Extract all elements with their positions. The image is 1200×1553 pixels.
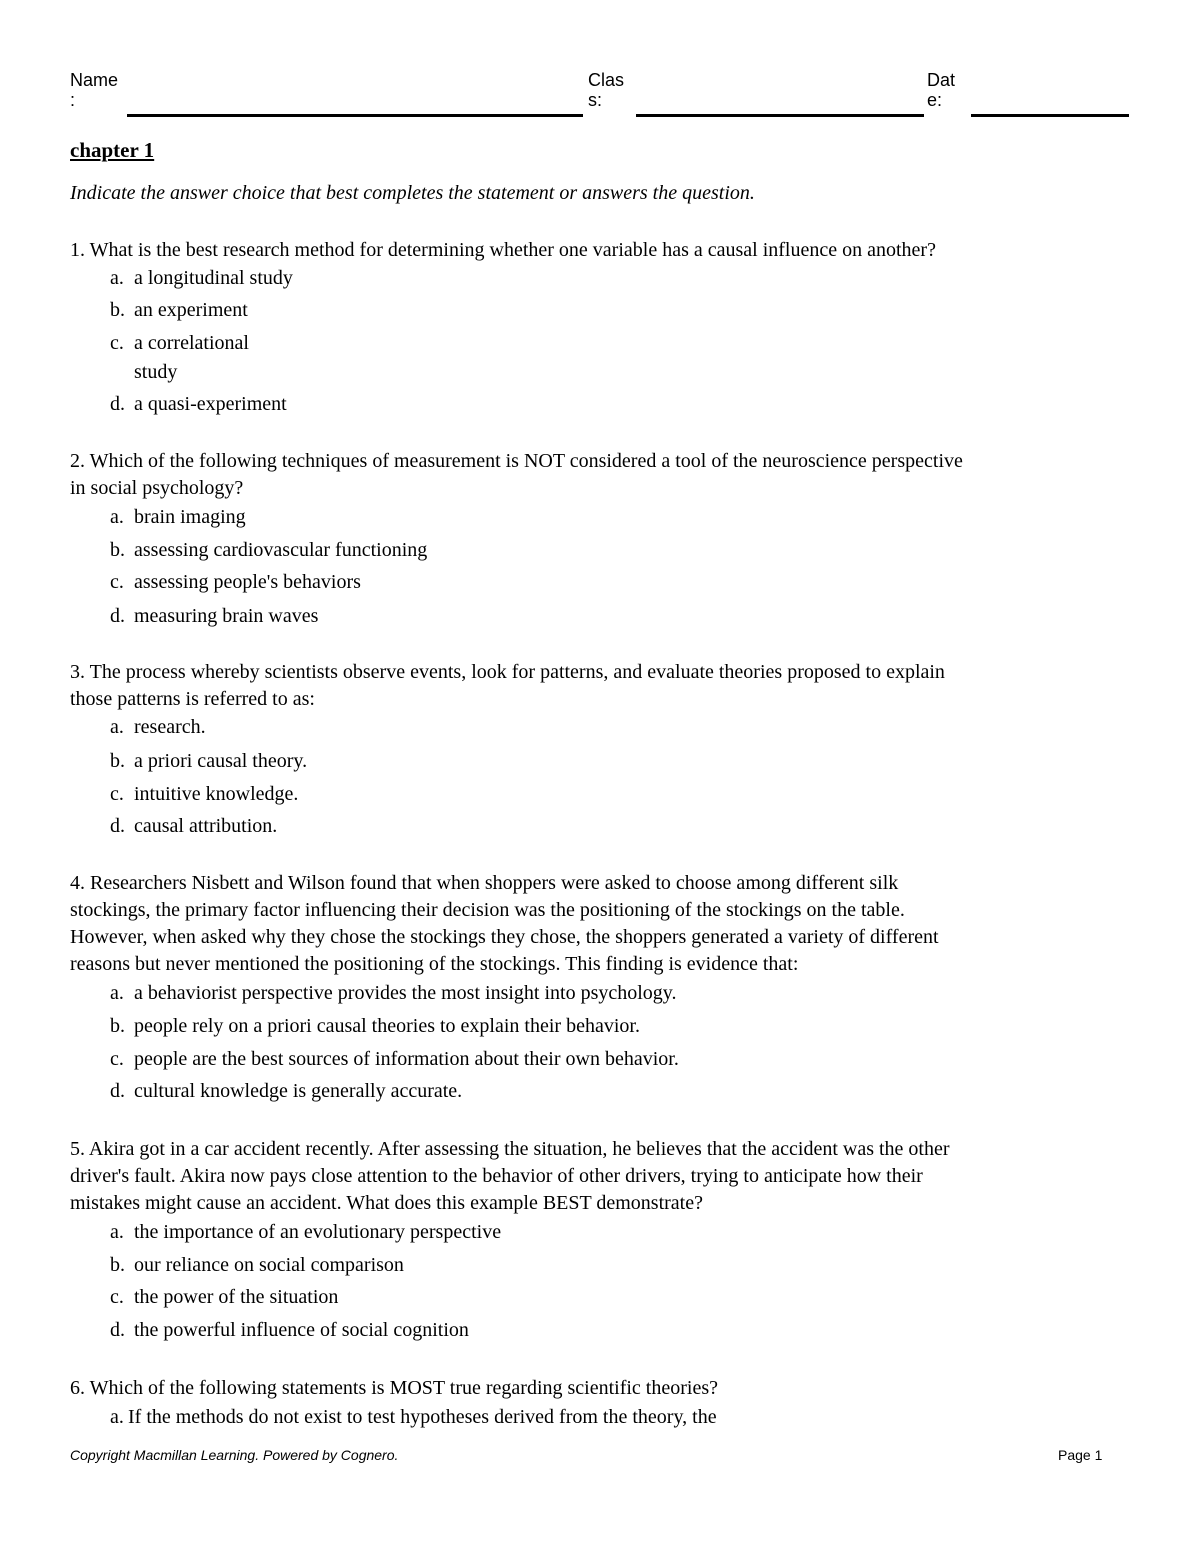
option-d[interactable] [110, 602, 318, 631]
option-text: research. [134, 716, 206, 738]
option-c[interactable] [110, 1283, 338, 1312]
class-label-line2: s: [588, 90, 603, 110]
date-underline[interactable] [971, 114, 1129, 117]
option-text: the importance of an evolutionary perspective [134, 1221, 502, 1243]
question-2 [70, 448, 1130, 502]
option-letter: c. [110, 783, 124, 805]
option-a[interactable] [110, 713, 206, 742]
option-letter: b. [110, 539, 125, 561]
name-field-label [70, 70, 118, 110]
option-a[interactable] [110, 979, 677, 1008]
class-label-line1: Clas [588, 70, 625, 90]
option-letter: b. [110, 299, 125, 321]
option-text: our reliance on social comparison [134, 1254, 404, 1276]
option-letter: a. [110, 267, 124, 289]
option-letter: a. [110, 716, 124, 738]
option-c[interactable] [110, 1045, 679, 1074]
name-label-line1: Name [70, 70, 119, 90]
option-b[interactable] [110, 747, 307, 776]
option-text: a priori causal theory. [134, 750, 308, 772]
option-letter: c. [110, 1286, 124, 1308]
question-stem-line2: stockings, the primary factor influencing their decision was the positioning of the stockings on the table. [70, 899, 905, 921]
option-d[interactable] [110, 812, 277, 841]
question-5 [70, 1136, 1130, 1217]
option-letter: a. [110, 1221, 124, 1243]
name-label-line2: : [70, 90, 76, 110]
option-letter: d. [110, 1080, 125, 1102]
date-field-label [927, 70, 955, 110]
option-a[interactable] [110, 1218, 501, 1247]
question-6 [70, 1375, 1130, 1402]
date-label-line1: Dat [927, 70, 956, 90]
option-text: a longitudinal study [134, 267, 293, 289]
option-text: a correlational [134, 332, 249, 354]
question-stem-line2: those patterns is referred to as: [70, 688, 315, 710]
option-text: If the methods do not exist to test hypotheses derived from the theory, the [128, 1406, 717, 1428]
option-letter: b. [110, 1015, 125, 1037]
option-text: cultural knowledge is generally accurate. [134, 1080, 463, 1102]
instructions: Indicate the answer choice that best completes the statement or answers the question. [70, 182, 755, 204]
option-text: the power of the situation [134, 1286, 339, 1308]
option-b[interactable] [110, 536, 427, 565]
option-d[interactable] [110, 1316, 469, 1345]
option-text: assessing people's behaviors [134, 571, 361, 593]
option-c[interactable] [110, 568, 361, 597]
option-text: the powerful influence of social cognition [134, 1319, 469, 1341]
page-number: Page 1 [1058, 1447, 1103, 1463]
option-text: brain imaging [134, 506, 246, 528]
option-text: people are the best sources of information about their own behavior. [134, 1048, 679, 1070]
option-letter: c. [110, 1048, 124, 1070]
question-stem-line4: reasons but never mentioned the positioning of the stockings. This finding is evidence that: [70, 953, 799, 975]
question-stem-line1: 4. Researchers Nisbett and Wilson found that when shoppers were asked to choose among different silk [70, 872, 899, 894]
question-stem-line3: mistakes might cause an accident. What does this example BEST demonstrate? [70, 1192, 703, 1214]
option-text: a behaviorist perspective provides the most insight into psychology. [134, 982, 677, 1004]
option-letter: d. [110, 605, 125, 627]
question-stem-line1: 5. Akira got in a car accident recently. After assessing the situation, he believes that the accident was the other [70, 1138, 950, 1160]
chapter-title: chapter 1 [70, 138, 155, 162]
question-1 [70, 237, 1130, 264]
option-text-line2: study [134, 361, 178, 383]
option-d[interactable] [110, 1077, 462, 1106]
class-underline[interactable] [636, 114, 924, 117]
option-letter: c. [110, 571, 124, 593]
option-text: causal attribution. [134, 815, 278, 837]
option-c[interactable] [110, 780, 298, 809]
option-letter: a. [110, 982, 124, 1004]
question-stem: 6. Which of the following statements is MOST true regarding scientific theories? [70, 1377, 718, 1399]
date-label-line2: e: [927, 90, 943, 110]
option-letter: a. [110, 1406, 124, 1428]
question-stem-line3: However, when asked why they chose the stockings they chose, the shoppers generated a variety of different [70, 926, 939, 948]
option-d[interactable] [110, 390, 287, 419]
question-stem-line1: 2. Which of the following techniques of measurement is NOT considered a tool of the neuroscience perspective [70, 450, 963, 472]
option-a[interactable] [110, 1403, 717, 1432]
option-text: assessing cardiovascular functioning [134, 539, 428, 561]
option-letter: b. [110, 750, 125, 772]
option-letter: a. [110, 506, 124, 528]
class-field-label [588, 70, 624, 110]
option-text: people rely on a priori causal theories to explain their behavior. [134, 1015, 640, 1037]
question-stem-line1: 3. The process whereby scientists observe events, look for patterns, and evaluate theories proposed to explain [70, 661, 945, 683]
option-text: an experiment [134, 299, 248, 321]
question-stem-line2: driver's fault. Akira now pays close attention to the behavior of other drivers, trying to anticipate how their [70, 1165, 923, 1187]
option-text: measuring brain waves [134, 605, 319, 627]
question-stem: 1. What is the best research method for determining whether one variable has a causal influence on another? [70, 239, 936, 261]
option-letter: c. [110, 332, 124, 354]
option-letter: d. [110, 1319, 125, 1341]
option-letter: b. [110, 1254, 125, 1276]
option-letter: d. [110, 393, 125, 415]
option-text: a quasi-experiment [134, 393, 287, 415]
option-letter: d. [110, 815, 125, 837]
name-underline[interactable] [127, 114, 583, 117]
question-stem-line2: in social psychology? [70, 477, 244, 499]
option-a[interactable] [110, 264, 293, 293]
option-b[interactable] [110, 1251, 404, 1280]
option-b[interactable] [110, 1012, 640, 1041]
question-3 [70, 659, 1130, 713]
option-a[interactable] [110, 503, 246, 532]
option-b[interactable] [110, 296, 248, 325]
copyright-footer: Copyright Macmillan Learning. Powered by Cognero. [70, 1447, 399, 1463]
question-4 [70, 870, 1130, 978]
option-c[interactable] [110, 329, 249, 387]
option-text: intuitive knowledge. [134, 783, 299, 805]
